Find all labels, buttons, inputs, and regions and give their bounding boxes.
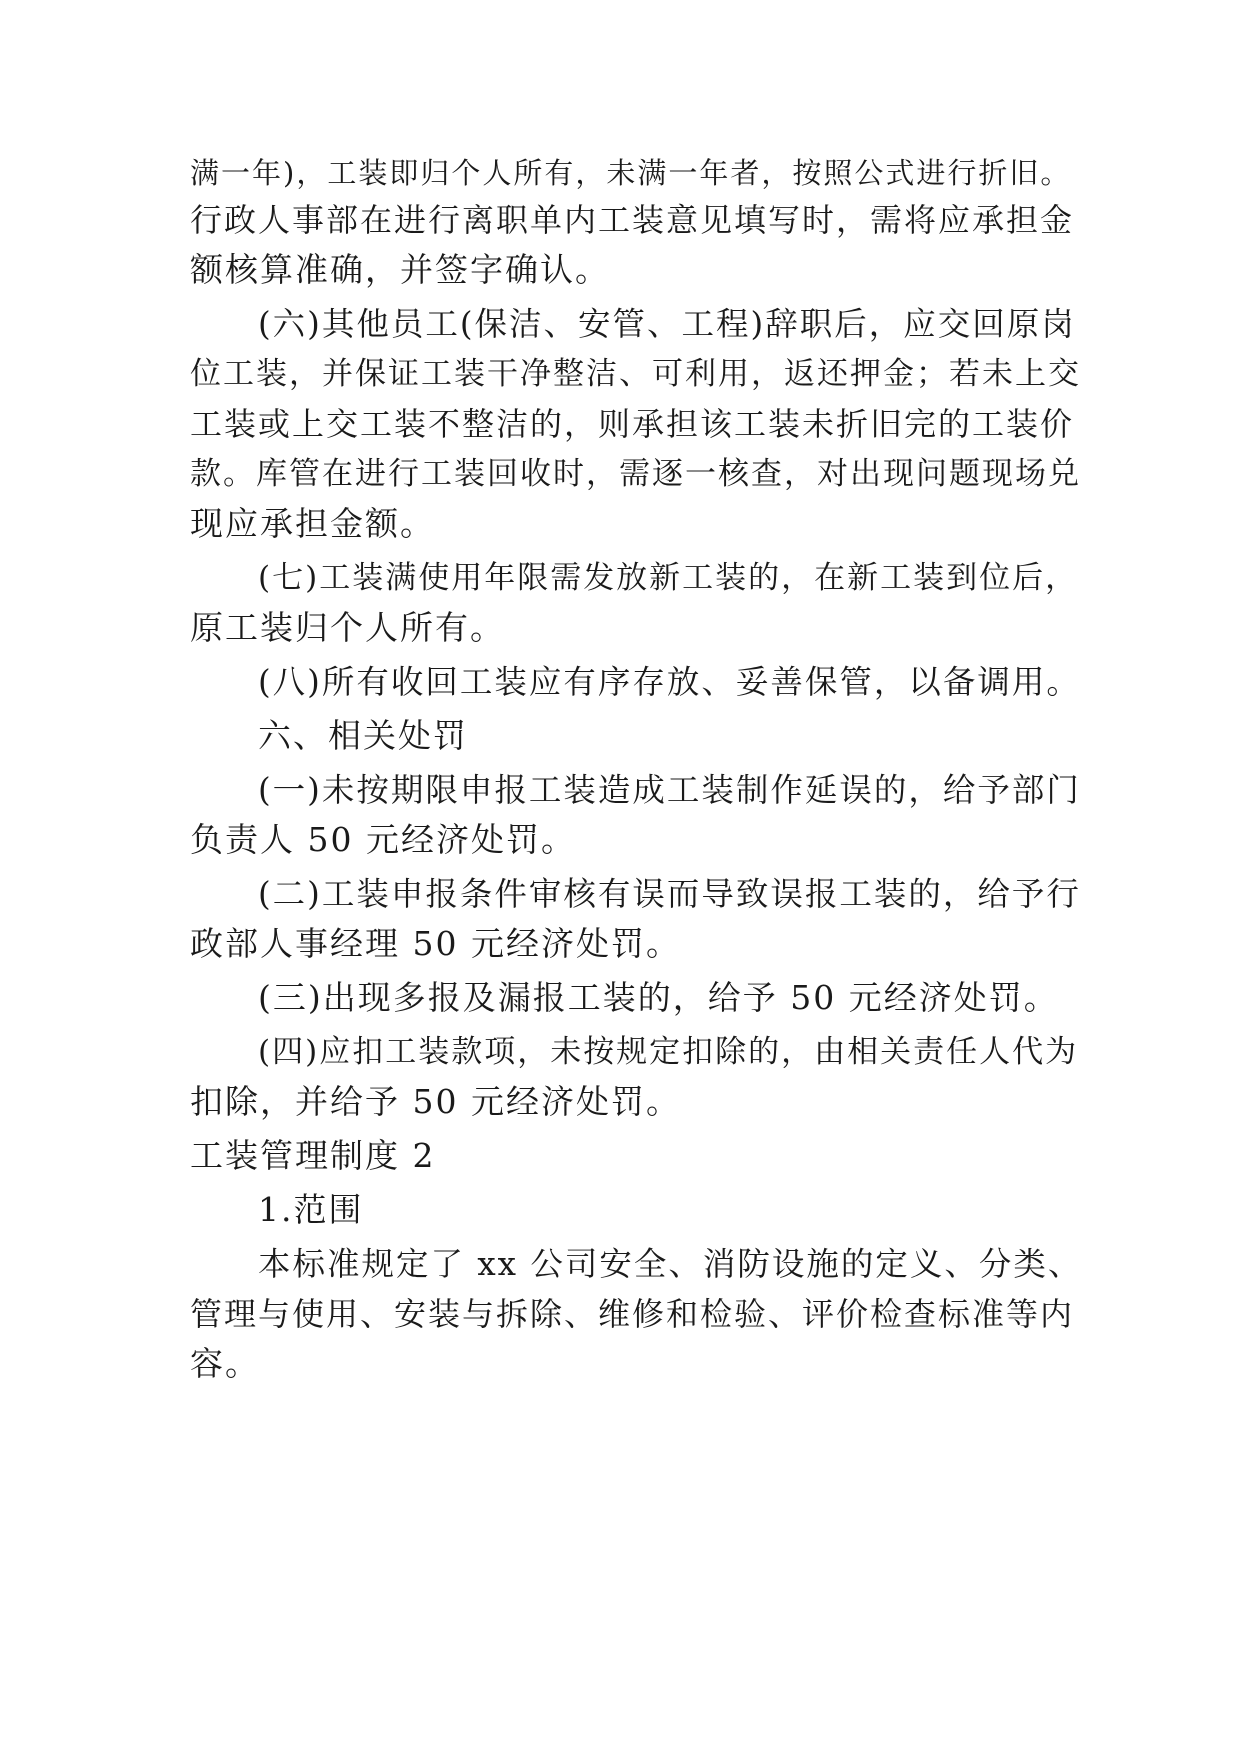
section-heading: 1.范围 bbox=[258, 1190, 364, 1229]
paragraph-start: (六)其他员工(保洁、安管、工程)辞职后，应交回原岗 bbox=[258, 305, 1076, 343]
text-line: 现应承担金额。 bbox=[190, 504, 435, 543]
text-line: 满一年)，工装即归个人所有，未满一年者，按照公式进行折旧。 bbox=[190, 156, 1072, 190]
paragraph-start: (八)所有收回工装应有序存放、妥善保管，以备调用。 bbox=[258, 663, 1081, 701]
text-line: 管理与使用、安装与拆除、维修和检验、评价检查标准等内 bbox=[190, 1295, 1075, 1333]
document-title: 工装管理制度 2 bbox=[190, 1136, 436, 1175]
paragraph-start: 本标准规定了 xx 公司安全、消防设施的定义、分类、 bbox=[258, 1245, 1083, 1283]
paragraph-start: (七)工装满使用年限需发放新工装的，在新工装到位后， bbox=[258, 560, 1079, 596]
paragraph-start: (二)工装申报条件审核有误而导致误报工装的，给予行 bbox=[258, 875, 1081, 913]
text-line: 政部人事经理 50 元经济处罚。 bbox=[190, 924, 681, 963]
text-line: 扣除，并给予 50 元经济处罚。 bbox=[190, 1082, 681, 1121]
text-line: 工装或上交工装不整洁的，则承担该工装未折旧完的工装价 bbox=[190, 405, 1075, 443]
text-line: 款。库管在进行工装回收时，需逐一核查，对出现问题现场兑 bbox=[190, 456, 1081, 492]
paragraph-start: (四)应扣工装款项，未按规定扣除的，由相关责任人代为 bbox=[258, 1034, 1079, 1070]
section-heading: 六、相关处罚 bbox=[258, 716, 468, 755]
text-line: 原工装归个人所有。 bbox=[190, 608, 505, 647]
paragraph-start: (一)未按期限申报工装造成工装制作延误的，给予部门 bbox=[258, 771, 1081, 809]
text-line: 额核算准确，并签字确认。 bbox=[190, 250, 610, 289]
paragraph-start: (三)出现多报及漏报工装的，给予 50 元经济处罚。 bbox=[258, 978, 1059, 1017]
text-line: 负责人 50 元经济处罚。 bbox=[190, 820, 576, 859]
text-line: 容。 bbox=[190, 1344, 260, 1383]
text-line: 位工装，并保证工装干净整洁、可利用，返还押金；若未上交 bbox=[190, 356, 1081, 392]
text-line: 行政人事部在进行离职单内工装意见填写时，需将应承担金 bbox=[190, 201, 1075, 239]
